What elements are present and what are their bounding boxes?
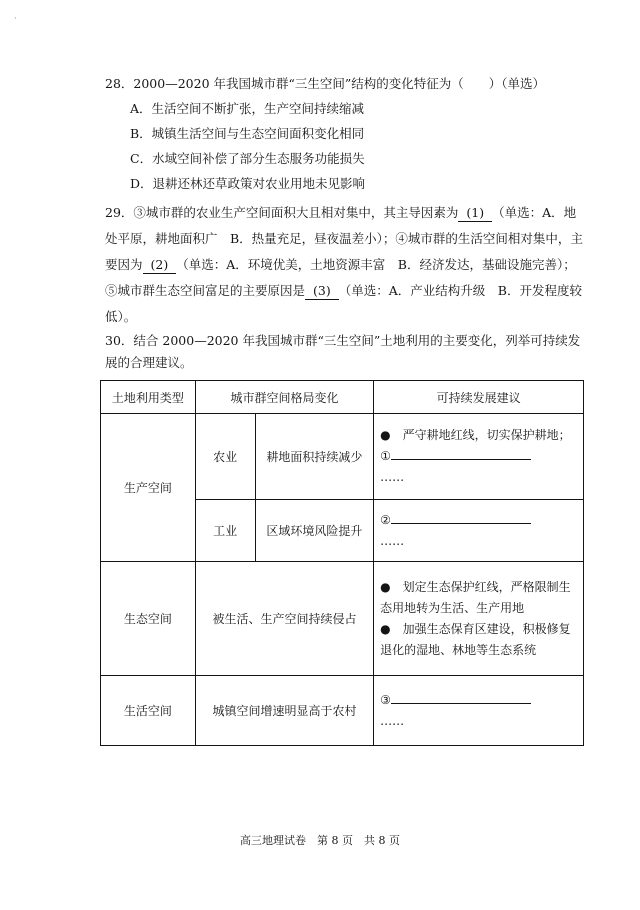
q29-part3: （单选：A．环境优美，土地资源丰富 B．经济发达，基础设施完善）；⑤城市群生态空间富足的主要原因是	[105, 257, 576, 298]
agri-blank-marker: ①	[380, 449, 391, 463]
ind-ellipsis: ……	[380, 533, 405, 548]
ind-sub-label: 工业	[195, 500, 255, 562]
corner-mark: ·	[14, 14, 17, 24]
table-row-production-agri	[101, 414, 584, 500]
header-land-type: 土地利用类型	[101, 381, 196, 414]
ind-suggestions	[374, 500, 584, 562]
ecology-suggestions	[374, 562, 584, 676]
q29-blank-3[interactable]: (3)	[305, 283, 339, 300]
agri-change: 耕地面积持续减少	[255, 414, 374, 500]
q29-part4: （单选：A．产业结构升级 B．开发程度较低）。	[105, 283, 582, 324]
page-footer: 高三地理试卷 第 8 页 共 8 页	[240, 834, 400, 847]
q29-blank-2[interactable]: (2)	[143, 257, 177, 274]
table-header-row	[101, 381, 584, 414]
ecology-suggestion-1: ● 划定生态保护红线，严格限制生态用地转为生活、生产用地	[380, 579, 571, 615]
living-label: 生活空间	[101, 676, 196, 746]
q28-option-c[interactable]: C．水域空间补偿了部分生态服务功能损失	[130, 151, 365, 166]
living-change: 城镇空间增速明显高于农村	[195, 676, 373, 746]
question-30-stem: 30．结合 2000—2020 年我国城市群“三生空间”土地利用的主要变化，列举可持续发展的合理建议。	[105, 333, 581, 370]
q28-option-a[interactable]: A．生活空间不断扩张，生产空间持续缩减	[130, 101, 365, 116]
answer-blank-1[interactable]	[391, 447, 531, 460]
question-28-stem: 28．2000—2020 年我国城市群“三生空间”结构的变化特征为（ ）（单选）	[105, 76, 546, 91]
ecology-suggestion-2: ● 加强生态保育区建设，积极修复退化的湿地、林地等生态系统	[380, 621, 571, 657]
agri-answer-line[interactable]	[380, 446, 577, 467]
q28-option-b[interactable]: B．城镇生活空间与生态空间面积变化相同	[130, 126, 365, 141]
living-suggestions	[374, 676, 584, 746]
q29-part1: 29．③城市群的农业生产空间面积大且相对集中，其主导因素为	[105, 205, 459, 220]
agri-suggestions	[374, 414, 584, 500]
question-29	[105, 200, 583, 330]
ind-blank-marker: ②	[380, 512, 391, 527]
ind-change: 区域环境风险提升	[255, 500, 374, 562]
answer-blank-2[interactable]	[391, 511, 531, 524]
agri-sub-label: 农业	[195, 414, 255, 500]
ecology-change: 被生活、生产空间持续侵占	[195, 562, 373, 676]
ind-answer-line[interactable]	[380, 510, 577, 531]
table-row-living	[101, 676, 584, 746]
living-blank-marker: ③	[380, 692, 391, 707]
q29-part2: （单选：A．地处平原，耕地面积广 B．热量充足，昼夜温差小）；④城市群的生活空间相对集中，主要因为	[105, 205, 583, 272]
agri-ellipsis: ……	[380, 470, 405, 484]
production-label: 生产空间	[101, 414, 196, 562]
header-suggestion: 可持续发展建议	[374, 381, 584, 414]
q28-option-d[interactable]: D．退耕还林还草政策对农业用地未见影响	[130, 176, 366, 191]
ecology-label: 生态空间	[101, 562, 196, 676]
suggestion-table	[100, 380, 584, 746]
table-row-ecology	[101, 562, 584, 676]
living-ellipsis: ……	[380, 713, 405, 728]
living-answer-line[interactable]	[380, 690, 577, 711]
q29-blank-1[interactable]: (1)	[458, 205, 492, 222]
agri-suggestion-1: ● 严守耕地红线，切实保护耕地；	[380, 428, 571, 442]
header-pattern-change: 城市群空间格局变化	[195, 381, 373, 414]
answer-blank-3[interactable]	[391, 691, 531, 704]
